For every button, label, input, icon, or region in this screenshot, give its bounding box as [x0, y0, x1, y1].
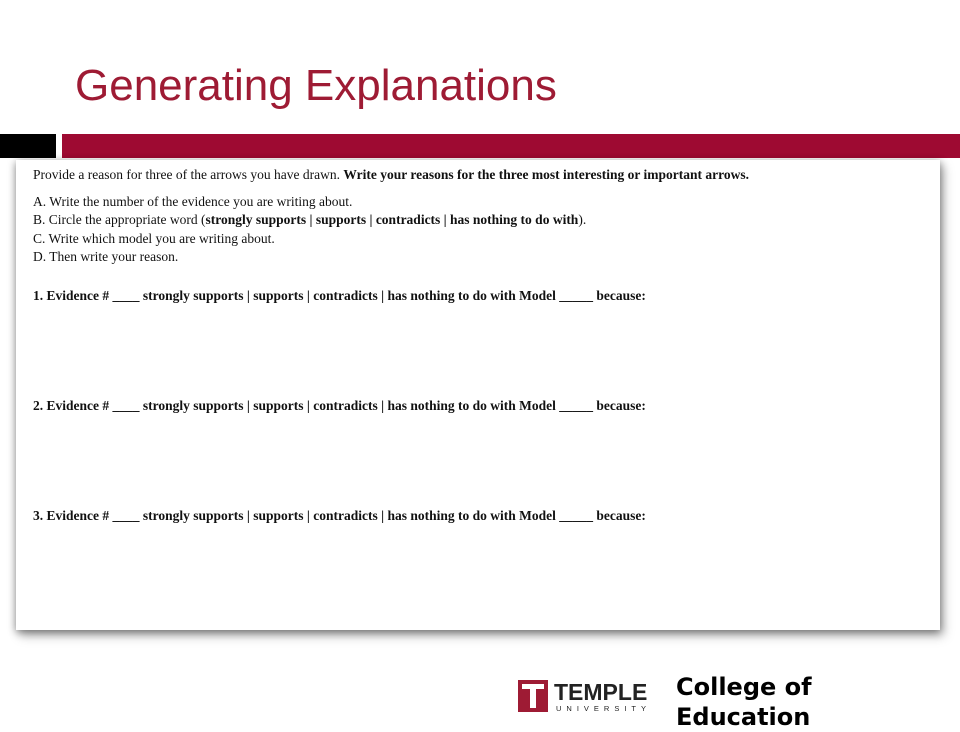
- instruction-b-suffix: ).: [578, 212, 587, 227]
- instruction-b: [33, 212, 586, 228]
- temple-university-logo: [518, 676, 662, 716]
- instruction-c: C. Write which model you are writing about.: [33, 231, 275, 246]
- title-divider-black: [0, 134, 56, 158]
- instruction-b-prefix: B. Circle the appropriate word (: [33, 212, 206, 227]
- worksheet-intro-plain: Provide a reason for three of the arrows you have drawn.: [33, 167, 344, 182]
- logo-sub: UNIVERSITY: [556, 704, 652, 713]
- instruction-a: A. Write the number of the evidence you are writing about.: [33, 194, 353, 209]
- worksheet-image: [16, 160, 940, 630]
- worksheet-intro-bold: Write your reasons for the three most interesting or important arrows.: [343, 167, 749, 182]
- logo-word: TEMPLE: [554, 679, 648, 705]
- prompt-1: 1. Evidence # ____ strongly supports | supports | contradicts | has nothing to do with Model _____ because:: [33, 288, 646, 303]
- worksheet-intro: [33, 167, 749, 183]
- title-divider-red: [62, 134, 960, 158]
- prompt-2: 2. Evidence # ____ strongly supports | supports | contradicts | has nothing to do with Model _____ because:: [33, 398, 646, 413]
- instruction-d: D. Then write your reason.: [33, 249, 179, 264]
- instruction-b-options: strongly supports | supports | contradicts | has nothing to do with: [205, 212, 579, 227]
- slide-title: Generating Explanations: [75, 61, 557, 110]
- prompt-3: 3. Evidence # ____ strongly supports | supports | contradicts | has nothing to do with Model _____ because:: [33, 508, 646, 523]
- college-of-education-label: College of Education: [676, 673, 812, 731]
